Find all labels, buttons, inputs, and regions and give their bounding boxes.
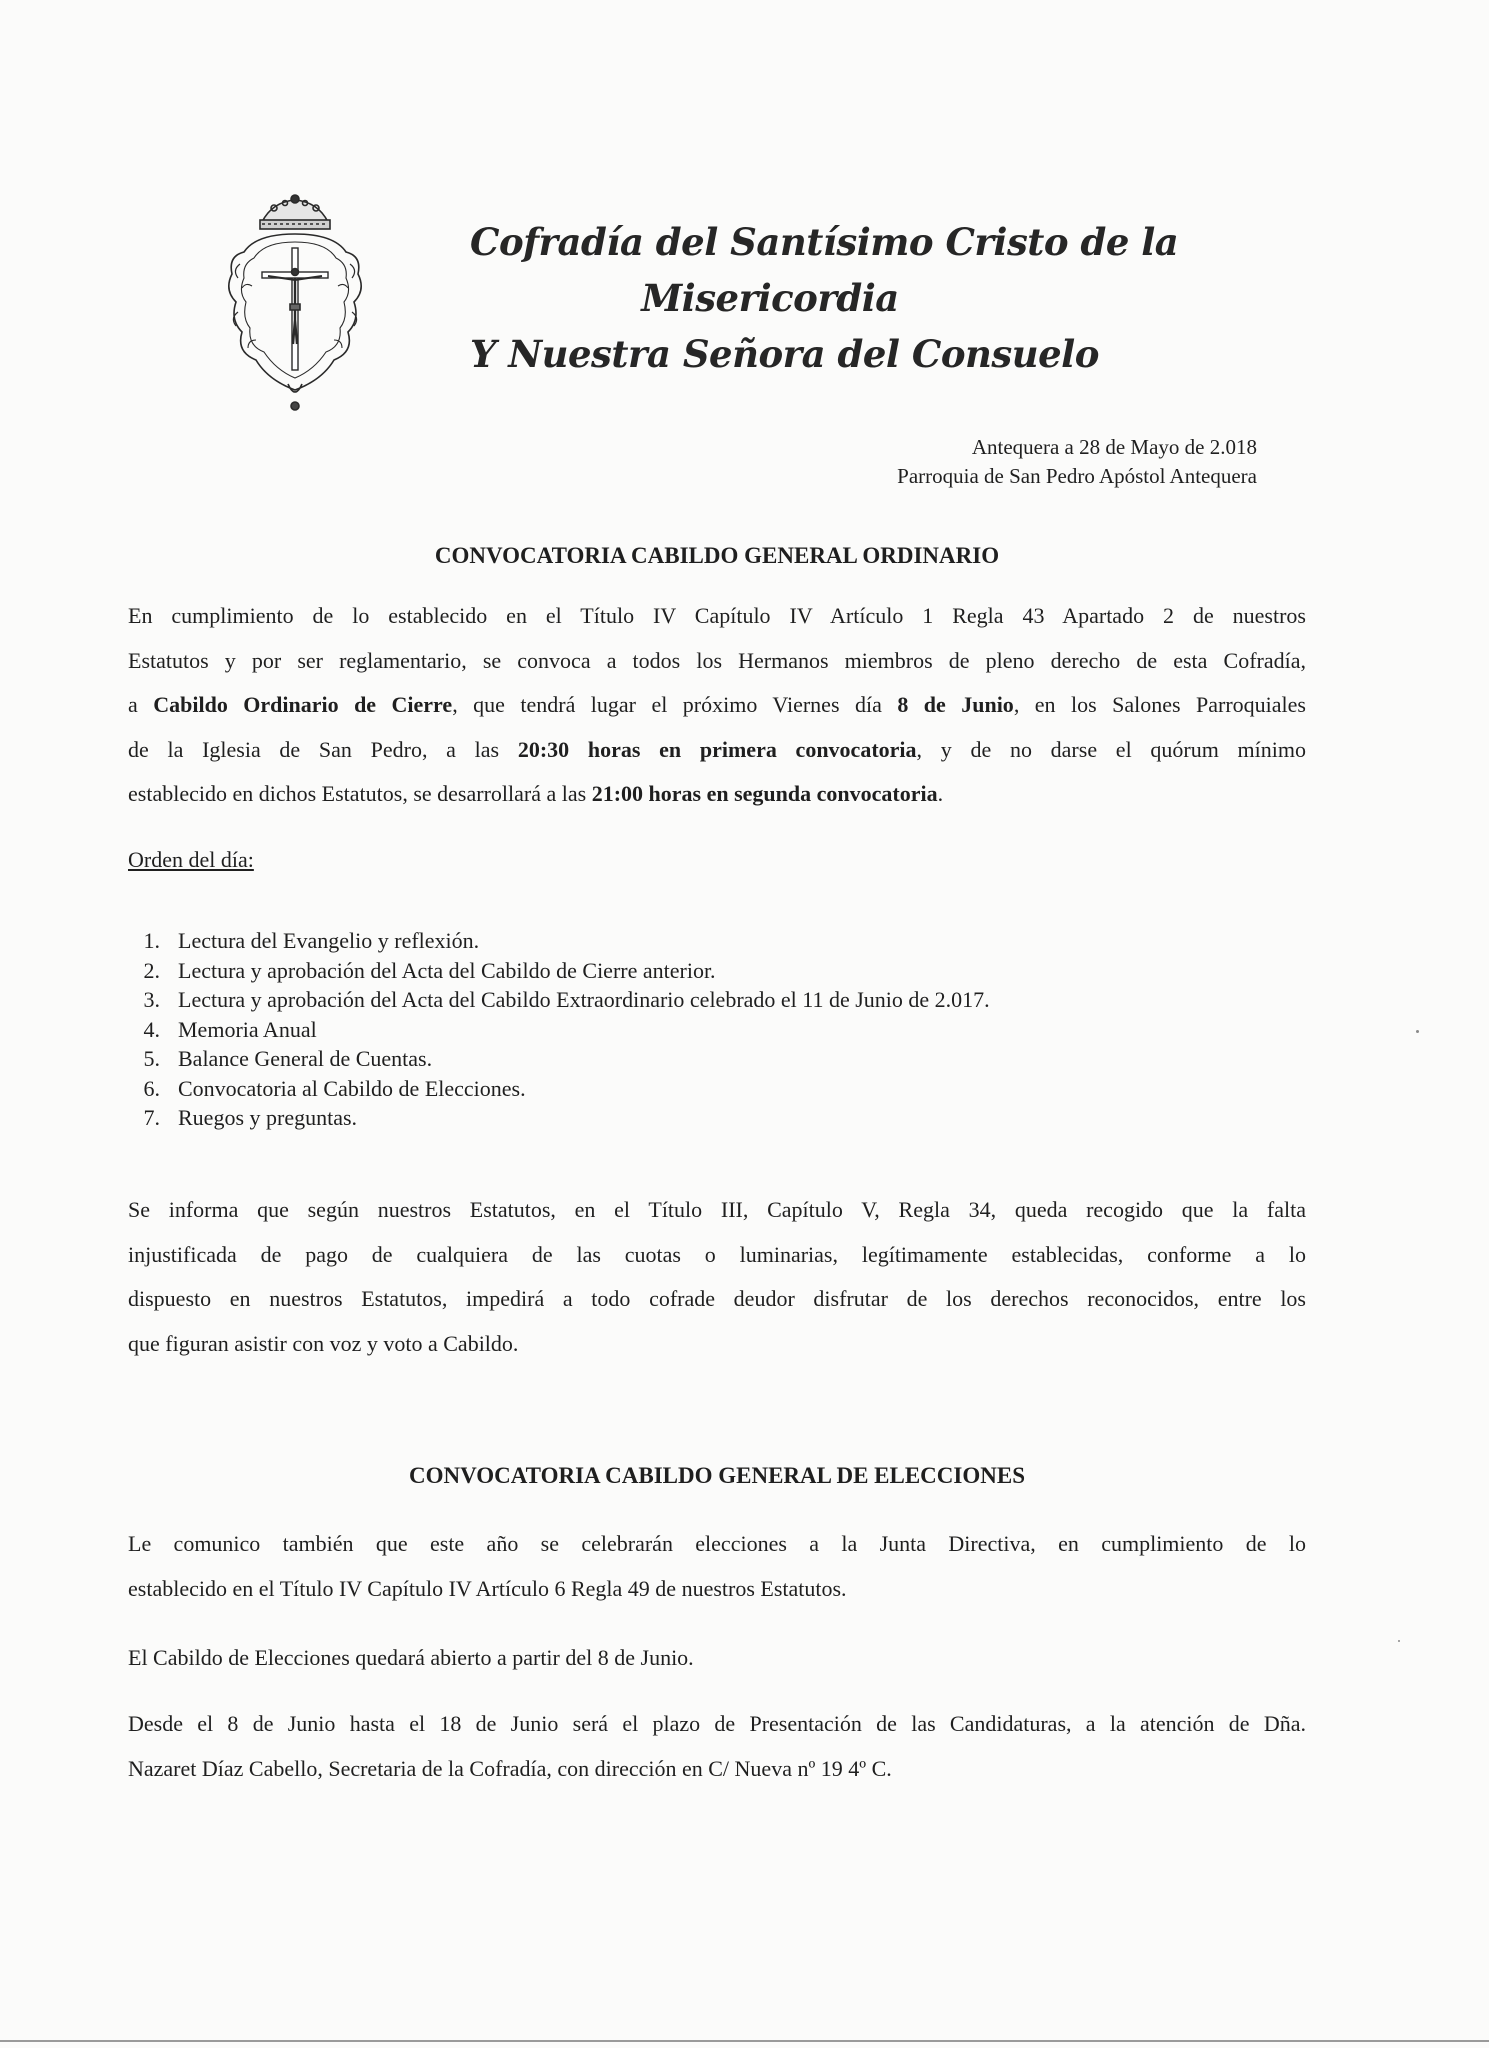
text-run: , que tendrá lugar el próximo Viernes día xyxy=(452,692,898,717)
bold-run: 20:30 horas en primera convocatoria xyxy=(517,736,917,762)
text-run: En cumplimiento de lo establecido en el Título IV Capítulo IV Artículo 1 Regla 43 Apartado 2 de nuestros xyxy=(128,603,1306,628)
text-run: de la Iglesia de San Pedro, a las xyxy=(128,736,518,762)
bold-run: Cabildo Ordinario de Cierre xyxy=(153,692,453,717)
scan-speck xyxy=(1416,1030,1419,1033)
agenda-item xyxy=(134,1015,990,1045)
title-line-1: Cofradía del Santísimo Cristo de la xyxy=(470,220,1179,264)
agenda-item xyxy=(134,926,990,956)
para-line: Le comunico también que este año se celebrarán elecciones a la Junta Directiva, en cumplimiento de lo xyxy=(128,1531,1306,1556)
text-run: , en los Salones Parroquiales xyxy=(1013,692,1306,717)
section1-heading: CONVOCATORIA CABILDO GENERAL ORDINARIO xyxy=(434,543,1000,568)
agenda-text: Balance General de Cuentas. xyxy=(178,1046,433,1071)
document-place: Parroquia de San Pedro Apóstol Antequera xyxy=(897,464,1257,488)
cabildo-abierto-paragraph xyxy=(128,1636,1306,1681)
brotherhood-title xyxy=(470,214,1179,382)
para-line: injustificada de pago de cualquiera de las cuotas o luminarias, legítimamente establecidas, conforme a lo xyxy=(128,1241,1306,1267)
candidaturas-paragraph xyxy=(128,1702,1306,1791)
agenda-number: 3. xyxy=(143,987,160,1012)
agenda-number: 5. xyxy=(143,1046,160,1071)
para-line: establecido en el Título IV Capítulo IV Artículo 6 Regla 49 de nuestros Estatutos. xyxy=(128,1575,847,1601)
agenda-number: 6. xyxy=(143,1075,160,1101)
agenda-text: Convocatoria al Cabildo de Elecciones. xyxy=(178,1075,526,1101)
agenda-item xyxy=(134,1103,990,1133)
agenda-number: 7. xyxy=(143,1105,160,1130)
agenda-item xyxy=(134,1074,990,1104)
para-line xyxy=(128,639,1306,684)
para-line: que figuran asistir con voz y voto a Cabildo. xyxy=(128,1330,519,1356)
info-paragraph xyxy=(128,1188,1306,1366)
document-date: Antequera a 28 de Mayo de 2.018 xyxy=(971,435,1257,459)
scan-speck xyxy=(1398,1640,1400,1642)
agenda-text: Ruegos y preguntas. xyxy=(178,1105,358,1130)
para-line: Se informa que según nuestros Estatutos, en el Título III, Capítulo V, Regla 34, queda recogido que la falta xyxy=(128,1197,1306,1222)
para-line xyxy=(128,772,1306,817)
agenda-text: Lectura y aprobación del Acta del Cabildo Extraordinario celebrado el 11 de Junio de 2.017. xyxy=(178,987,990,1012)
crucifix-crest-icon xyxy=(222,194,368,414)
title-line-3: Y Nuestra Señora del Consuelo xyxy=(470,332,1099,376)
agenda-text: Lectura y aprobación del Acta del Cabildo de Cierre anterior. xyxy=(178,957,716,983)
bold-run: 8 de Junio xyxy=(897,692,1014,717)
agenda-number: 1. xyxy=(143,928,160,953)
agenda-number: 4. xyxy=(143,1016,160,1042)
orden-del-dia-label: Orden del día: xyxy=(128,847,254,872)
date-place-block xyxy=(897,433,1257,491)
agenda-number: 2. xyxy=(143,957,160,983)
para-line xyxy=(128,594,1306,639)
convocatoria-paragraph xyxy=(128,594,1306,817)
agenda-item xyxy=(134,956,990,986)
text-run: , y de no darse el quórum mínimo xyxy=(916,736,1306,762)
para-line: dispuesto en nuestros Estatutos, impedirá a todo cofrade deudor disfrutar de los derechos reconocidos, entre los xyxy=(128,1286,1306,1311)
elecciones-paragraph xyxy=(128,1522,1306,1611)
agenda-text: Memoria Anual xyxy=(178,1016,317,1042)
para-line: Nazaret Díaz Cabello, Secretaria de la Cofradía, con dirección en C/ Nueva nº 19 4º C. xyxy=(128,1755,892,1781)
text-run: establecido en dichos Estatutos, se desarrollará a las xyxy=(128,781,592,806)
text-run: . xyxy=(937,781,944,806)
para-line: El Cabildo de Elecciones quedará abierto a partir del 8 de Junio. xyxy=(128,1645,694,1670)
agenda-item xyxy=(134,985,990,1015)
agenda-item xyxy=(134,1044,990,1074)
text-run: a xyxy=(128,692,154,717)
agenda-list xyxy=(134,926,990,1133)
para-line xyxy=(128,683,1306,728)
scan-edge-line xyxy=(0,2040,1489,2042)
para-line: Desde el 8 de Junio hasta el 18 de Junio será el plazo de Presentación de las Candidaturas, a la atención de Dña. xyxy=(128,1711,1306,1736)
text-run: Estatutos y por ser reglamentario, se convoca a todos los Hermanos miembros de pleno derecho de esta Cofradía, xyxy=(128,647,1306,673)
agenda-text: Lectura del Evangelio y reflexión. xyxy=(178,928,480,953)
para-line xyxy=(128,728,1306,773)
bold-run: 21:00 horas en segunda convocatoria xyxy=(591,781,938,806)
title-line-2: Misericordia xyxy=(641,276,899,320)
section2-heading: CONVOCATORIA CABILDO GENERAL DE ELECCIONES xyxy=(409,1463,1025,1488)
